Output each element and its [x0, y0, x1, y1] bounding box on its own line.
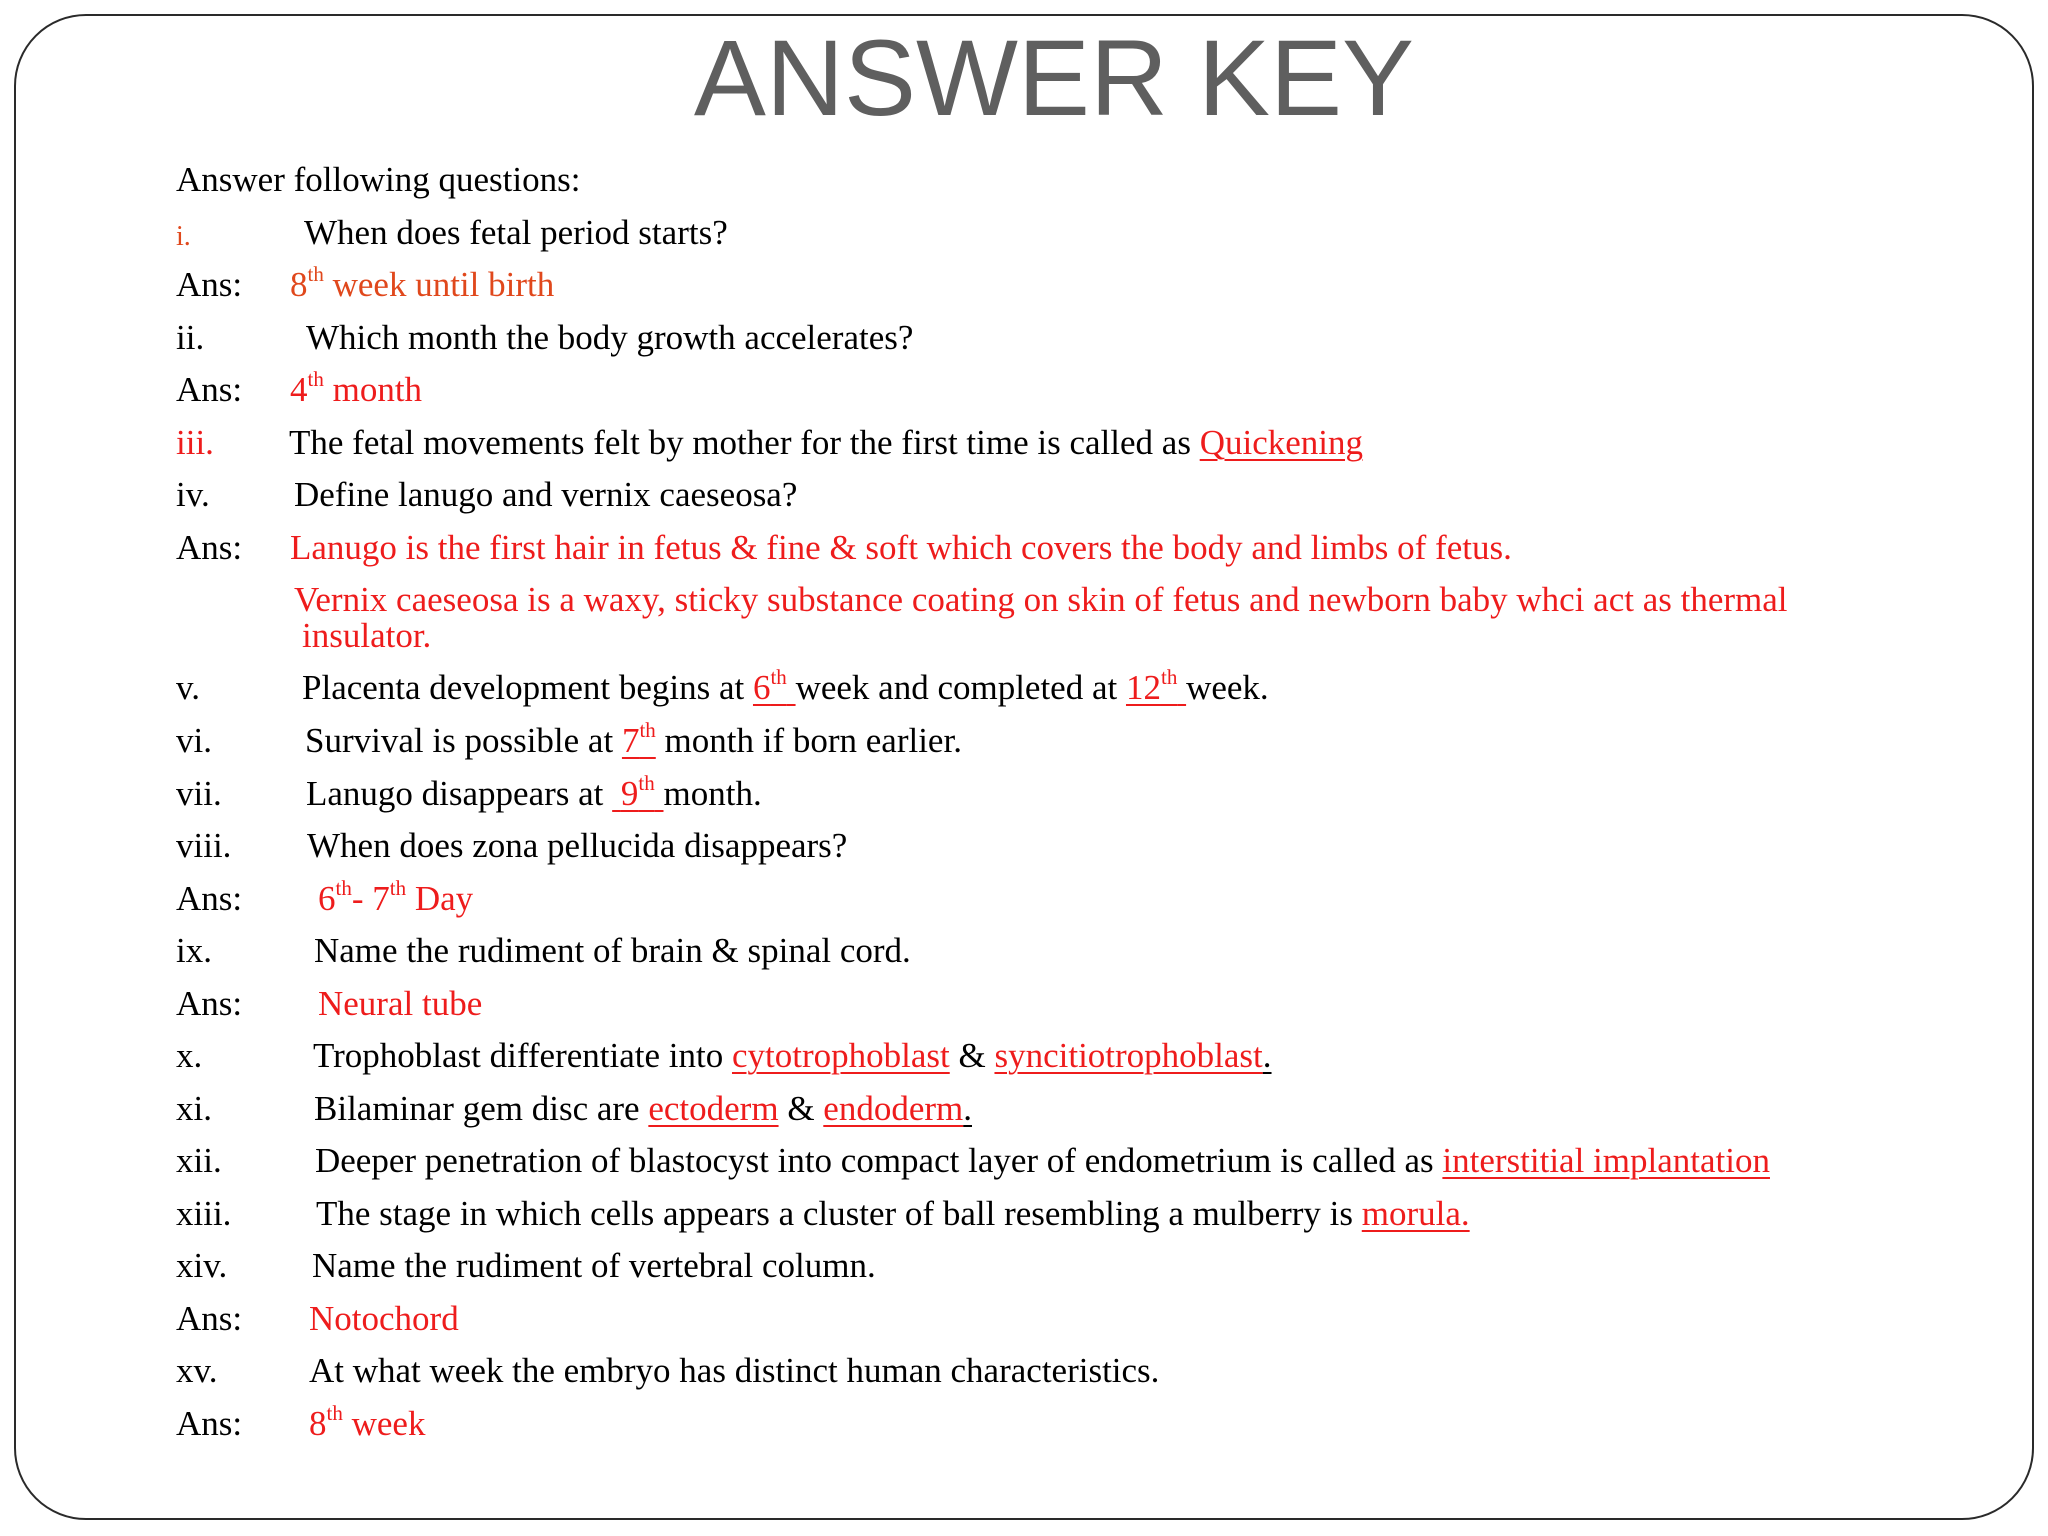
question-text: The stage in which cells appears a cluster of ball resembling a mulberry is morula.: [316, 1194, 1470, 1233]
answer-text: Lanugo is the first hair in fetus & fine & soft which covers the body and limbs of fetus.: [290, 528, 1512, 567]
question-text: Lanugo disappears at 9th month.: [306, 771, 762, 813]
question-text: Define lanugo and vernix caeseosa?: [294, 475, 798, 514]
question-text: Survival is possible at 7th month if born earlier.: [305, 718, 962, 760]
question-number: xii.: [176, 1141, 222, 1180]
question-number: xv.: [176, 1351, 218, 1390]
answer-blank: 6th: [752, 665, 787, 707]
answer-blank: interstitial implantation: [1442, 1141, 1770, 1180]
answer-text: 6th- 7th Day: [318, 876, 474, 918]
question-number: vi.: [176, 721, 212, 760]
answer-text: Vernix caeseosa is a waxy, sticky substance coating on skin of fetus and newborn baby whci act as thermal: [294, 580, 1788, 619]
answer-text: Notochord: [309, 1299, 459, 1338]
answer-blank: cytotrophoblast: [731, 1036, 950, 1075]
question-text: When does fetal period starts?: [304, 213, 728, 252]
answer-blank: Quickening: [1199, 423, 1363, 462]
question-number: i.: [176, 221, 191, 252]
question-number: iii.: [176, 423, 214, 462]
question-number: ix.: [176, 931, 212, 970]
answer-text: 8th week until birth: [290, 262, 555, 304]
answer-blank: 7th: [621, 718, 656, 760]
question-text: Bilaminar gem disc are ectoderm & endoderm.: [314, 1089, 972, 1128]
question-number: vii.: [176, 774, 222, 813]
question-number: iv.: [176, 475, 210, 514]
question-number: ii.: [176, 318, 205, 357]
answer-blank: syncitiotrophoblast: [994, 1036, 1263, 1075]
answer-label: Ans:: [176, 528, 243, 567]
question-text: Which month the body growth accelerates?: [306, 318, 914, 357]
answer-label: Ans:: [176, 265, 243, 304]
answer-text: Neural tube: [318, 984, 483, 1023]
question-text: At what week the embryo has distinct human characteristics.: [309, 1351, 1160, 1390]
question-number: viii.: [176, 826, 232, 865]
answer-blank: ectoderm: [648, 1089, 779, 1128]
answer-text: insulator.: [302, 616, 432, 655]
question-text: Placenta development begins at 6th week and completed at 12th week.: [302, 665, 1269, 707]
answer-label: Ans:: [176, 1404, 243, 1443]
question-text: Deeper penetration of blastocyst into compact layer of endometrium is called as interstitial implantation: [315, 1141, 1770, 1180]
answer-blank: endoderm: [823, 1089, 964, 1128]
answer-blank: 12th: [1125, 665, 1178, 707]
answer-label: Ans:: [176, 984, 243, 1023]
intro-text: Answer following questions:: [176, 160, 581, 199]
answer-label: Ans:: [176, 1299, 243, 1338]
question-number: xiv.: [176, 1246, 228, 1285]
question-number: x.: [176, 1036, 203, 1075]
answer-label: Ans:: [176, 879, 243, 918]
question-number: v.: [176, 668, 200, 707]
answer-label: Ans:: [176, 370, 243, 409]
question-number: xi.: [176, 1089, 212, 1128]
question-text: When does zona pellucida disappears?: [307, 826, 848, 865]
answer-blank: 9th: [620, 771, 655, 813]
question-text: Trophoblast differentiate into cytotrophoblast & syncitiotrophoblast.: [313, 1036, 1272, 1075]
question-text: The fetal movements felt by mother for the first time is called as Quickening: [289, 423, 1363, 462]
page-title: ANSWER KEY: [693, 17, 1415, 138]
question-text: Name the rudiment of brain & spinal cord.: [314, 931, 911, 970]
answer-text: 4th month: [290, 367, 423, 409]
question-text: Name the rudiment of vertebral column.: [312, 1246, 876, 1285]
question-number: xiii.: [176, 1194, 232, 1233]
answer-text: 8th week: [309, 1401, 426, 1443]
answer-blank: morula.: [1361, 1194, 1470, 1233]
